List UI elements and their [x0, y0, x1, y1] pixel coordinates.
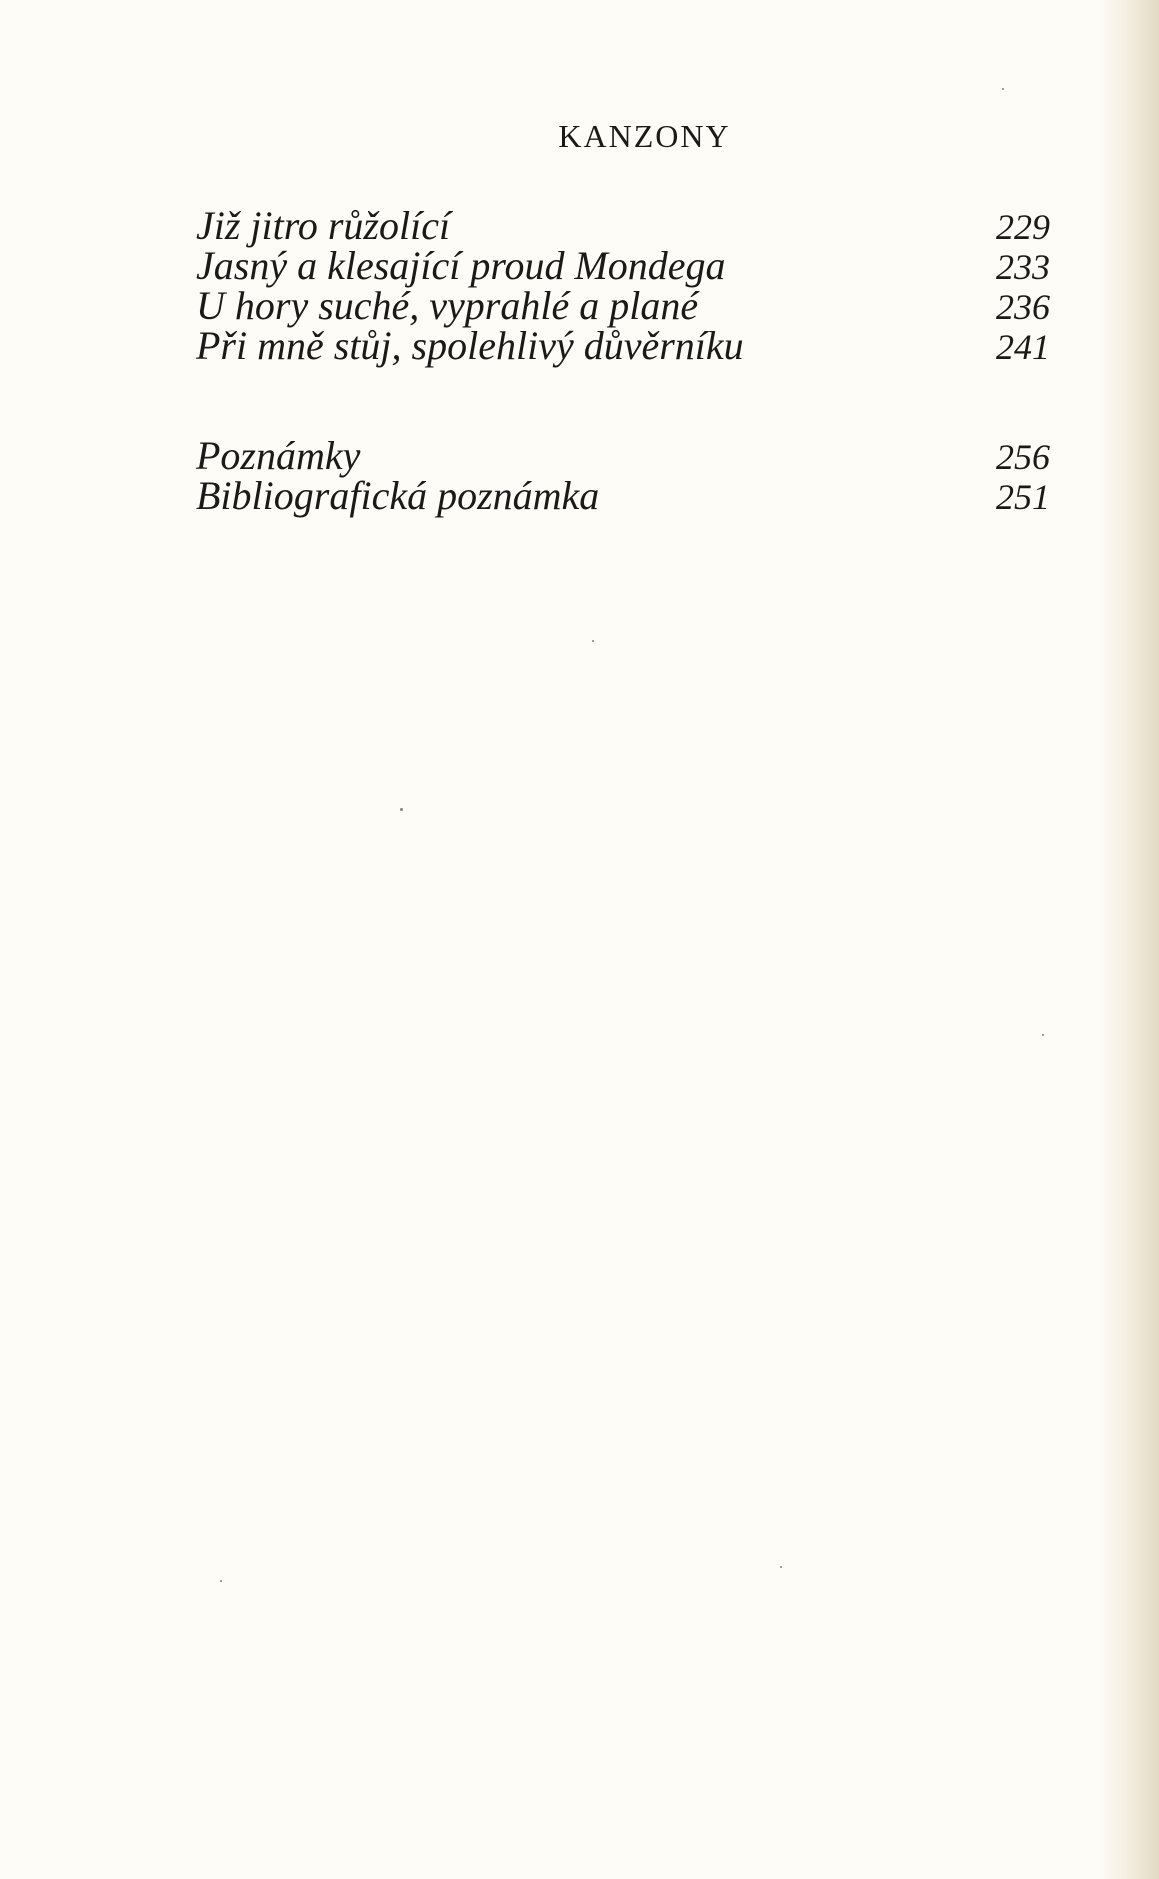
section-heading: KANZONY — [558, 118, 731, 154]
toc-entry-page: 236 — [996, 287, 1050, 327]
toc-entry-page: 241 — [996, 327, 1050, 367]
toc-entry-page: 251 — [996, 477, 1050, 517]
paper-speck — [400, 808, 403, 811]
toc-entry — [196, 283, 1050, 328]
toc-entry-title: U hory suché, vyprahlé a plané — [196, 283, 699, 328]
toc-entry-title: Již jitro růžolící — [196, 203, 451, 248]
toc-entry-page: 256 — [996, 437, 1050, 477]
toc-group-appendix — [196, 433, 1050, 518]
toc-entry-page: 233 — [996, 247, 1050, 287]
toc-entry-title: Bibliografická poznámka — [196, 473, 600, 518]
toc-entry-page: 229 — [996, 207, 1050, 247]
toc-entry — [196, 243, 1050, 288]
paper-speck — [1042, 1034, 1044, 1036]
paper-speck — [592, 640, 594, 642]
page-edge-shadow — [1099, 0, 1159, 1879]
toc-entry — [196, 473, 1050, 518]
paper-speck — [1002, 88, 1004, 90]
paper-speck — [780, 1566, 782, 1568]
toc-entry-title: Poznámky — [196, 433, 361, 478]
paper-speck — [220, 1580, 222, 1582]
toc-entry-title: Jasný a klesající proud Mondega — [196, 243, 726, 288]
toc-entry — [196, 203, 1050, 248]
toc-entry-title: Při mně stůj, spolehlivý důvěrníku — [196, 323, 744, 368]
toc-group-poems — [196, 203, 1050, 368]
toc-entry — [196, 323, 1050, 368]
toc-entry — [196, 433, 1050, 478]
